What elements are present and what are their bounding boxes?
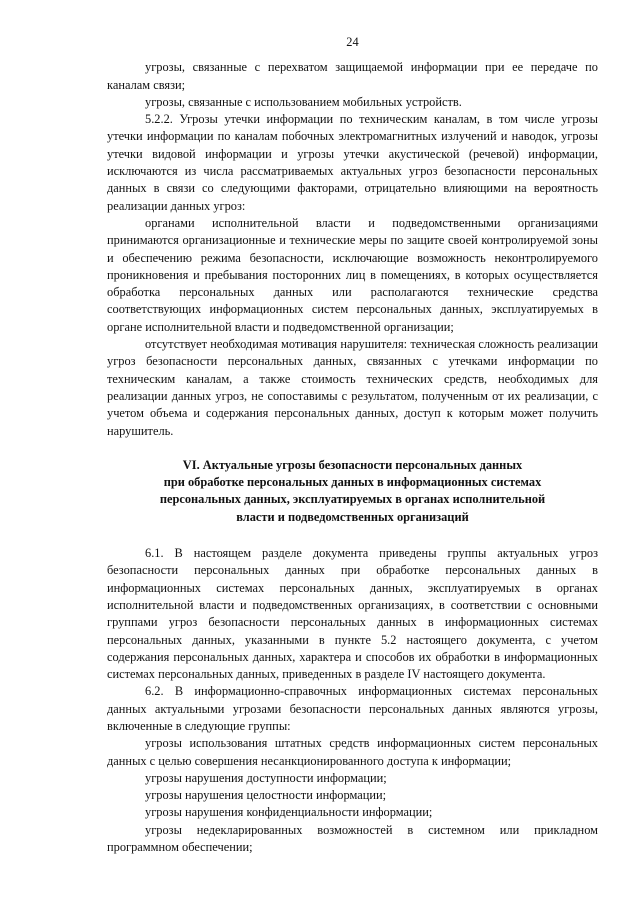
spacer xyxy=(107,440,598,457)
paragraph-threat-mobile: угрозы, связанные с использованием мобильных устройств. xyxy=(145,94,462,109)
document-page xyxy=(107,34,598,856)
paragraph-6-2: 6.2. В информационно-справочных информационных системах персональных данных актуальными угрозами безопасности персональных данных являются угрозы, включенные в следующие группы: xyxy=(107,684,598,733)
paragraph-threat-interception: угрозы, связанные с перехватом защищаемой информации при ее передаче по каналам связи; xyxy=(107,60,598,92)
list-item-integrity: угрозы нарушения целостности информации; xyxy=(145,788,387,803)
paragraph-organizational-measures: органами исполнительной власти и подведомственными организациями принимаются организационные и технические меры по защите своей контролируемой зоны и обеспечению режима безопасности, исключающие возможность неконтролируемого проникновения и пребывания посторонних лиц в помещениях, в которых осуществляется обработка персональных данных или располагаются технические средства соответствующих информационных систем персональных данных, эксплуатируемых в органе исполнительной власти и подведомственной организации; xyxy=(107,215,598,334)
list-item-undeclared-capabilities: угрозы недекларированных возможностей в системном или прикладном программном обеспечении; xyxy=(107,822,598,855)
spacer xyxy=(107,526,598,545)
heading-line: при обработке персональных данных в информационных системах xyxy=(163,475,542,490)
list-item-standard-tools: угрозы использования штатных средств информационных систем персональных данных с целью совершения несанкционированного доступа к информации; xyxy=(107,736,598,768)
section-heading xyxy=(107,457,598,526)
list-item-availability: угрозы нарушения доступности информации; xyxy=(145,770,387,785)
list-item-confidentiality: угрозы нарушения конфиденциальности информации; xyxy=(145,805,433,820)
heading-line: власти и подведомственных организаций xyxy=(236,509,469,524)
paragraph-6-1: 6.1. В настоящем разделе документа приведены группы актуальных угроз безопасности персональных данных при обработке персональных данных в информационных системах персональных данных, эксплуатируемых в органах исполнительной власти и подведомственных организациях, в соответствии с основными группами угроз безопасности персональных данных в информационных системах персональных данных, указанными в пункте 5.2 настоящего документа, с учетом содержания персональных данных, характера и способов их обработки в информационных системах персональных данных, приведенных в разделе IV настоящего документа. xyxy=(107,546,598,682)
paragraph-no-motivation: отсутствует необходимая мотивация нарушителя: техническая сложность реализации угроз безопасности персональных данных, связанных с утечками информации по техническим каналам, а также стоимость технических средств, необходимых для реализации данных угроз, не сопоставимы с результатом, полученным от их реализации, с учетом объема и содержания персональных данных, доступ к которым может получить нарушитель. xyxy=(107,337,598,438)
heading-line: персональных данных, эксплуатируемых в органах исполнительной xyxy=(159,492,546,507)
heading-line: VI. Актуальные угрозы безопасности персональных данных xyxy=(182,457,523,472)
page-number: 24 xyxy=(346,35,359,49)
paragraph-5-2-2: 5.2.2. Угрозы утечки информации по техническим каналам, в том числе угрозы утечки информации по каналам побочных электромагнитных излучений и наводок, угрозы утечки видовой информации и угрозы утечки акустической (речевой) информации, исключаются из числа рассматриваемых актуальных угроз безопасности персональных данных в связи со следующими факторами, отрицательно влияющими на вероятность реализации данных угроз: xyxy=(107,112,598,213)
